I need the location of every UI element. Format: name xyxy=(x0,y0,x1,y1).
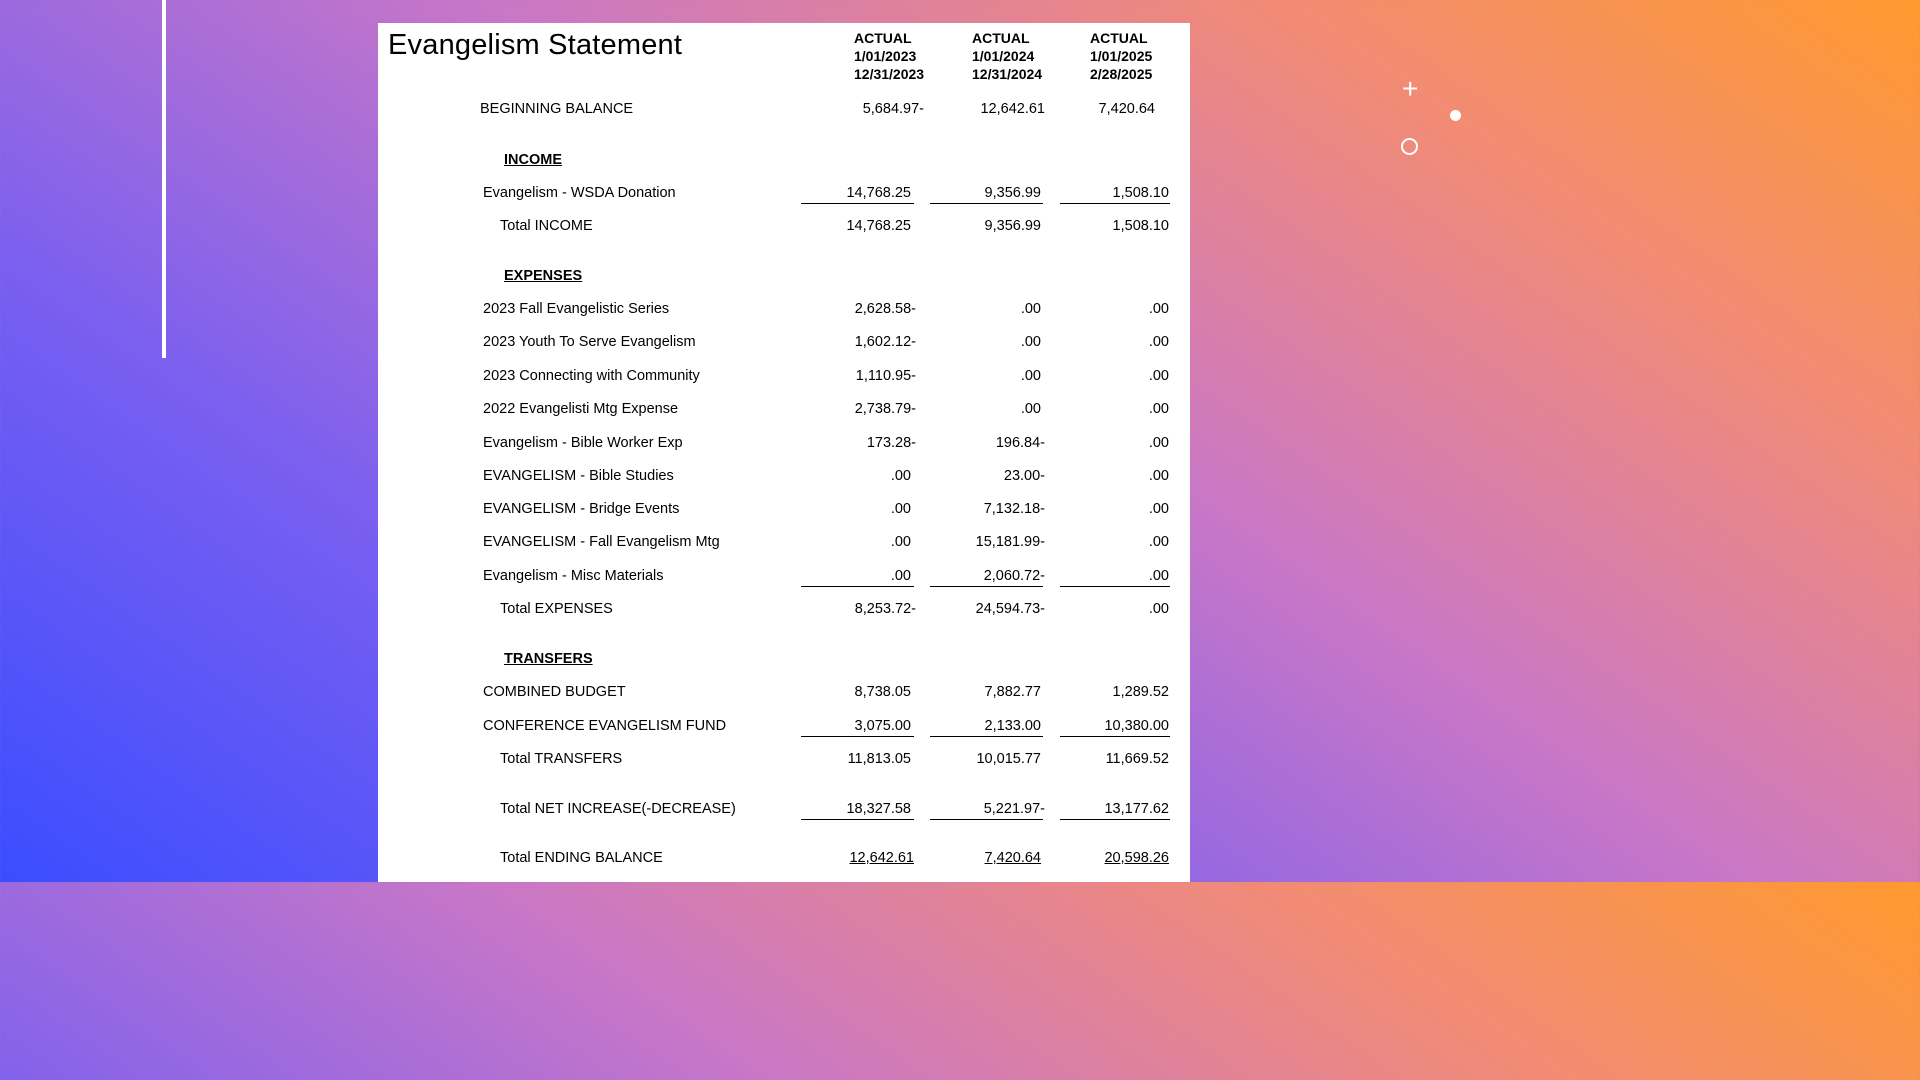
value-2025: 1,508.10 xyxy=(1112,218,1169,234)
table-row xyxy=(378,185,1190,205)
table-row xyxy=(378,301,1190,321)
underline-rule xyxy=(1060,203,1170,204)
underline-rule xyxy=(801,819,914,820)
underline-rule xyxy=(930,819,1043,820)
value-2023: 5,684.97- xyxy=(862,101,924,117)
row-label: COMBINED BUDGET xyxy=(483,684,626,700)
value-2024: 2,060.72- xyxy=(983,568,1045,584)
value-2023: 1,110.95- xyxy=(855,368,916,384)
statement-sheet xyxy=(378,23,1190,882)
value-2025: 1,289.52 xyxy=(1112,684,1169,700)
value-2024: 15,181.99- xyxy=(975,534,1045,550)
dot-icon xyxy=(1450,110,1461,121)
total-row xyxy=(378,218,1190,238)
value-2025: 7,420.64 xyxy=(1098,101,1155,117)
ending-balance-row xyxy=(378,850,1190,870)
row-label: EVANGELISM - Bridge Events xyxy=(483,501,680,517)
value-2023: .00 xyxy=(890,534,911,550)
value-2023: 3,075.00 xyxy=(854,718,911,734)
table-row xyxy=(378,334,1190,354)
total-row xyxy=(378,601,1190,621)
value-2024: 7,882.77 xyxy=(984,684,1041,700)
value-2025: 20,598.26 xyxy=(1104,850,1169,866)
value-2024: .00 xyxy=(1020,334,1041,350)
value-2024: 9,356.99 xyxy=(984,185,1041,201)
table-row xyxy=(378,368,1190,388)
table-row xyxy=(378,568,1190,588)
value-2023: 1,602.12- xyxy=(854,334,916,350)
table-row xyxy=(378,534,1190,554)
section-heading: INCOME xyxy=(504,152,562,168)
row-label: Total NET INCREASE(-DECREASE) xyxy=(500,801,736,817)
row-label: 2023 Connecting with Community xyxy=(483,368,700,384)
underline-rule xyxy=(1060,819,1170,820)
decorative-vertical-line xyxy=(162,0,166,358)
row-label: EVANGELISM - Fall Evangelism Mtg xyxy=(483,534,720,550)
value-2024: 7,132.18- xyxy=(983,501,1045,517)
beginning-balance-row xyxy=(378,101,1190,121)
value-2025: .00 xyxy=(1148,435,1169,451)
table-row xyxy=(378,401,1190,421)
value-2023: .00 xyxy=(890,501,911,517)
value-2023: 14,768.25 xyxy=(846,218,911,234)
row-label: 2023 Fall Evangelistic Series xyxy=(483,301,670,317)
transfers-heading-row xyxy=(378,651,1190,671)
column-header-2024: ACTUAL 1/01/2024 12/31/2024 xyxy=(972,30,1043,82)
row-label: Total TRANSFERS xyxy=(500,751,623,767)
underline-rule xyxy=(930,736,1043,737)
value-2023: 2,738.79- xyxy=(854,401,916,417)
table-row xyxy=(378,468,1190,488)
value-2025: .00 xyxy=(1148,334,1169,350)
value-2024: 196.84- xyxy=(995,435,1045,451)
row-label: Total ENDING BALANCE xyxy=(500,850,663,866)
statement-title: Evangelism Statement xyxy=(388,29,683,61)
value-2024: .00 xyxy=(1020,368,1041,384)
total-row xyxy=(378,751,1190,771)
value-2025: .00 xyxy=(1148,601,1169,617)
value-2025: 11,669.52 xyxy=(1105,751,1169,767)
table-row xyxy=(378,684,1190,704)
underline-rule xyxy=(801,203,914,204)
value-2024: 2,133.00 xyxy=(984,718,1041,734)
row-label: 2023 Youth To Serve Evangelism xyxy=(483,334,696,350)
value-2024: 7,420.64 xyxy=(984,850,1041,866)
underline-rule xyxy=(1060,586,1170,587)
net-increase-row xyxy=(378,801,1190,821)
value-2025: .00 xyxy=(1148,568,1169,584)
value-2024: 12,642.61 xyxy=(980,101,1045,117)
value-2025: .00 xyxy=(1148,534,1169,550)
value-2025: 13,177.62 xyxy=(1104,801,1169,817)
value-2023: 14,768.25 xyxy=(846,185,911,201)
row-label: CONFERENCE EVANGELISM FUND xyxy=(483,718,727,734)
value-2023: 18,327.58 xyxy=(846,801,911,817)
value-2025: .00 xyxy=(1148,401,1169,417)
row-label: Evangelism - Bible Worker Exp xyxy=(483,435,683,451)
value-2025: .00 xyxy=(1148,301,1169,317)
underline-rule xyxy=(801,586,914,587)
value-2024: .00 xyxy=(1020,301,1041,317)
value-2024: 5,221.97- xyxy=(983,801,1045,817)
value-2023: .00 xyxy=(890,468,911,484)
row-label: Total EXPENSES xyxy=(500,601,613,617)
value-2024: 9,356.99 xyxy=(984,218,1041,234)
expenses-heading-row xyxy=(378,268,1190,288)
value-2024: 24,594.73- xyxy=(975,601,1045,617)
value-2024: 23.00- xyxy=(1003,468,1045,484)
value-2025: .00 xyxy=(1148,501,1169,517)
column-header-2025: ACTUAL 1/01/2025 2/28/2025 xyxy=(1090,30,1153,82)
value-2023: 2,628.58- xyxy=(854,301,916,317)
row-label: Total INCOME xyxy=(500,218,593,234)
value-2023: 173.28- xyxy=(866,435,916,451)
section-heading: EXPENSES xyxy=(504,268,583,284)
value-2023: .00 xyxy=(890,568,911,584)
value-2025: 1,508.10 xyxy=(1112,185,1169,201)
table-row xyxy=(378,718,1190,738)
row-label: 2022 Evangelisti Mtg Expense xyxy=(483,401,679,417)
underline-rule xyxy=(801,736,914,737)
row-label: Evangelism - WSDA Donation xyxy=(483,185,676,201)
section-heading: TRANSFERS xyxy=(504,651,593,667)
value-2025: 10,380.00 xyxy=(1104,718,1169,734)
value-2025: .00 xyxy=(1148,368,1169,384)
value-2023: 8,738.05 xyxy=(854,684,911,700)
circle-icon xyxy=(1401,138,1418,155)
plus-icon: + xyxy=(1402,73,1419,104)
value-2024: .00 xyxy=(1020,401,1041,417)
value-2023: 8,253.72- xyxy=(854,601,916,617)
underline-rule xyxy=(930,586,1043,587)
row-label: Evangelism - Misc Materials xyxy=(483,568,664,584)
table-row xyxy=(378,501,1190,521)
underline-rule xyxy=(930,203,1043,204)
income-heading-row xyxy=(378,152,1190,172)
underline-rule xyxy=(1060,736,1170,737)
table-row xyxy=(378,435,1190,455)
row-label: EVANGELISM - Bible Studies xyxy=(483,468,674,484)
column-header-2023: ACTUAL 1/01/2023 12/31/2023 xyxy=(854,30,925,82)
value-2025: .00 xyxy=(1148,468,1169,484)
value-2023: 11,813.05 xyxy=(847,751,911,767)
row-label: BEGINNING BALANCE xyxy=(480,101,634,117)
value-2023: 12,642.61 xyxy=(849,850,914,866)
value-2024: 10,015.77 xyxy=(976,751,1041,767)
